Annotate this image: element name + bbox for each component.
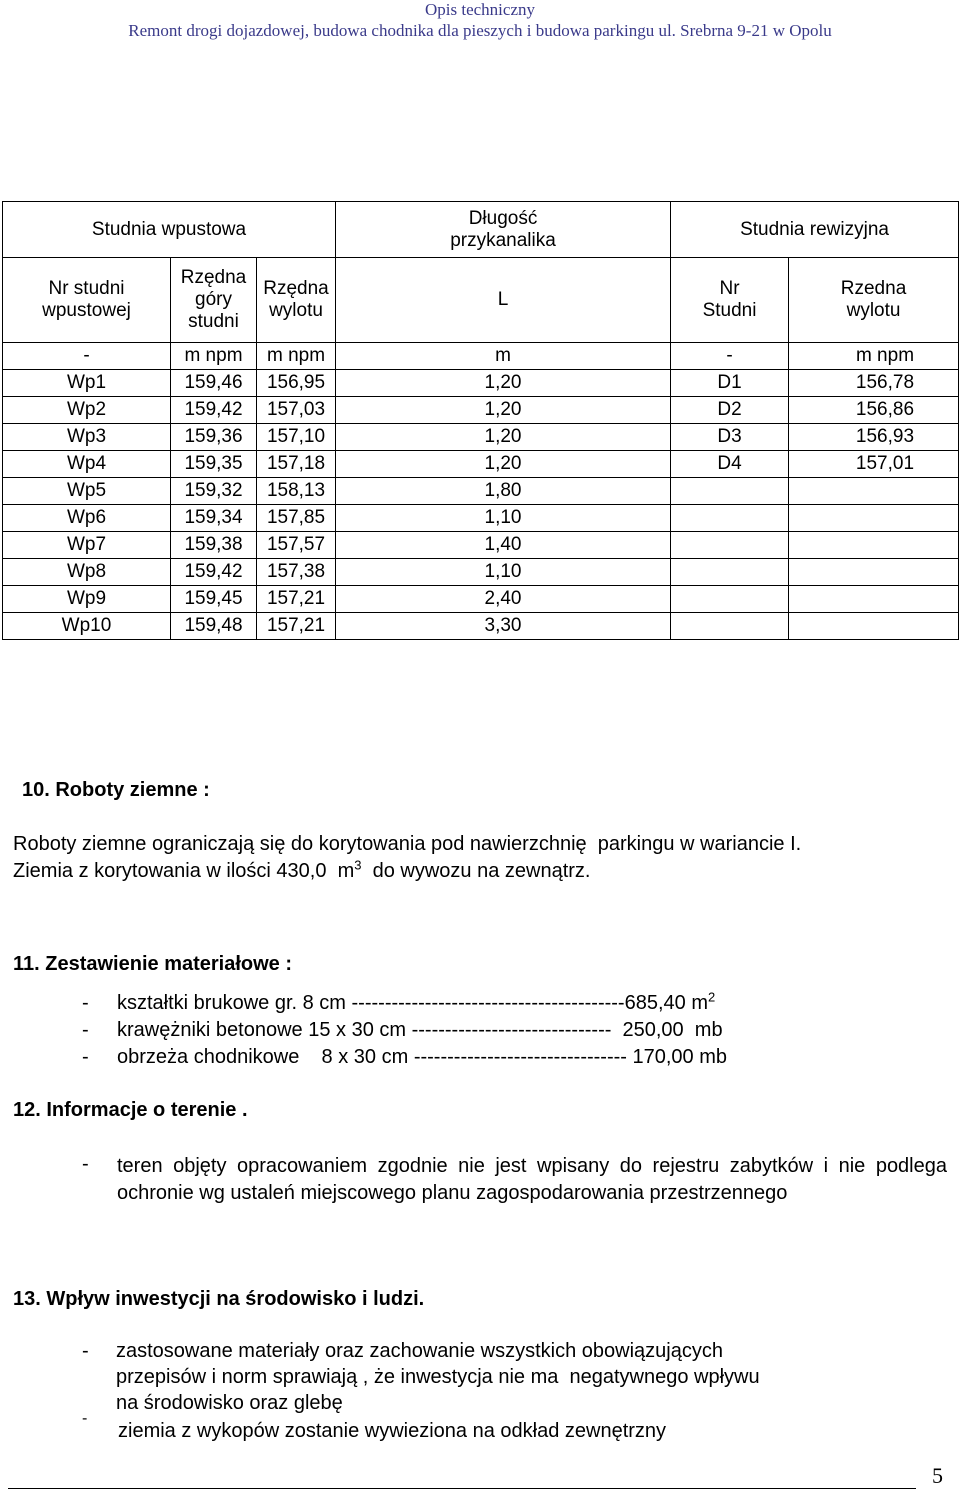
table-row [3,424,959,451]
table-cell: Wp6 [3,505,171,532]
col-header-manhole-nr-line2: Studni [702,300,757,321]
material-item-text: kształtki brukowe gr. 8 cm -----------------------------------------685,40 m [117,992,708,1014]
table-cell: Wp9 [3,586,171,613]
table-row [3,559,959,586]
table-cell [671,559,789,586]
table-cell [671,478,789,505]
col-header-top-line3: studni [188,311,239,332]
table-row [3,613,959,640]
section-10-line1: Roboty ziemne ograniczają się do korytowania pod nawierzchnię parkingu w wariancie I. [13,833,802,855]
table-cell: 158,13 [257,478,336,505]
col-header-manhole-nr [671,258,789,343]
document-header-subtitle: Remont drogi dojazdowej, budowa chodnika dla pieszych i budowa parkingu ul. Srebrna 9-21 w Opolu [128,21,832,40]
table-cell: 159,42 [171,559,257,586]
table-cell: 1,20 [336,370,671,397]
table-body [3,370,959,640]
table-cell: Wp1 [3,370,171,397]
col-header-outlet-level [257,258,336,343]
list-bullet: - [82,1046,89,1068]
col-header-manhole-nr-line1: Nr [719,278,740,299]
table-cell: Wp10 [3,613,171,640]
table-cell: Wp5 [3,478,171,505]
table-cell: 157,01 [789,451,959,478]
table-cell: 157,21 [257,586,336,613]
section-10-line2 [13,857,591,883]
list-bullet: - [82,992,89,1014]
table-cell [789,586,959,613]
table-cell: Wp4 [3,451,171,478]
table-cell: 156,93 [789,424,959,451]
table-cell: 157,57 [257,532,336,559]
table-cell: 157,18 [257,451,336,478]
section-10-heading: 10. Roboty ziemne : [22,779,210,801]
length-header-line1: Długość [468,207,538,229]
unit-cell: m npm [257,343,336,370]
table-cell: 156,78 [789,370,959,397]
table-row [3,397,959,424]
table-cell: 1,10 [336,505,671,532]
table-cell: 159,38 [171,532,257,559]
section-10-line2-text: Ziemia z korytowania w ilości 430,0 m [13,860,355,882]
table-cell [789,559,959,586]
col-header-manhole-outlet-line2: wylotu [846,300,901,321]
table-cell [789,478,959,505]
col-header-manhole-outlet [789,258,959,343]
drainage-table [2,201,959,640]
table-cell: 157,38 [257,559,336,586]
section-12-heading: 12. Informacje o terenie . [13,1099,248,1121]
unit-cell: m npm [789,343,959,370]
inlet-group-header: Studnia wpustowa [3,202,336,258]
table-cell: 1,20 [336,424,671,451]
section-13-item1-line2: przepisów i norm sprawiają , że inwestycja nie ma negatywnego wpływu [116,1366,760,1388]
section-12-text: teren objęty opracowaniem zgodnie nie jest wpisany do rejestru zabytków i nie podlega ochronie wg ustaleń miejscowego planu zagospodarowania przestrzennego [117,1155,947,1204]
length-header-line2: przykanalika [450,229,556,251]
col-header-manhole-outlet-line1: Rzedna [840,278,907,299]
table-cell: Wp2 [3,397,171,424]
section-13-item2: ziemia z wykopów zostanie wywieziona na odkład zewnętrzny [118,1420,667,1442]
list-bullet: - [82,1153,89,1175]
square-superscript: 2 [707,989,716,1005]
material-item [117,989,716,1015]
manhole-group-header: Studnia rewizyjna [671,202,959,258]
material-item: obrzeża chodnikowe 8 x 30 cm -------------------------------- 170,00 mb [117,1046,728,1068]
col-header-length: L [336,258,671,343]
table-units-row [3,343,959,370]
col-header-inlet-nr-line1: Nr studni [48,278,125,299]
table-cell: 157,10 [257,424,336,451]
table-cell: 1,40 [336,532,671,559]
table-cell: 1,10 [336,559,671,586]
table-cell: Wp3 [3,424,171,451]
table-cell [671,586,789,613]
section-11-heading: 11. Zestawienie materiałowe : [13,953,293,975]
unit-cell: - [671,343,789,370]
list-bullet: - [82,1410,88,1427]
col-header-top-level [171,258,257,343]
col-header-inlet-nr-line2: wpustowej [42,300,131,321]
document-header-title: Opis techniczny [425,0,535,19]
page-number: 5 [932,1463,943,1488]
table-cell: D2 [671,397,789,424]
table-cell: Wp7 [3,532,171,559]
table-cell: 1,80 [336,478,671,505]
list-bullet: - [82,1340,89,1362]
section-10-line2-tail: do wywozu na zewnątrz. [361,860,591,882]
table-cell: 3,30 [336,613,671,640]
length-group-header [336,202,671,258]
col-header-top-line2: góry [195,289,232,310]
col-header-outlet-line1: Rzędna [263,278,329,299]
table-cell: 159,48 [171,613,257,640]
section-13-heading: 13. Wpływ inwestycji na środowisko i ludzi. [13,1288,425,1310]
table-row [3,586,959,613]
table-cell [789,532,959,559]
table-row [3,532,959,559]
col-header-inlet-nr [3,258,171,343]
col-header-outlet-line2: wylotu [269,300,323,321]
table-cell: 156,95 [257,370,336,397]
section-13-item1-line1: zastosowane materiały oraz zachowanie wszystkich obowiązujących [116,1340,723,1362]
table-cell: 159,36 [171,424,257,451]
table-cell: Wp8 [3,559,171,586]
table-column-header-row [3,258,959,343]
footer-divider [8,1488,916,1489]
table-cell: D1 [671,370,789,397]
table-cell: 156,86 [789,397,959,424]
table-cell: D4 [671,451,789,478]
table-row [3,451,959,478]
table-cell [789,505,959,532]
table-cell: 159,34 [171,505,257,532]
table-cell: 157,85 [257,505,336,532]
table-cell [671,532,789,559]
material-item: krawężniki betonowe 15 x 30 cm ------------------------------ 250,00 mb [117,1019,723,1041]
table-cell [671,505,789,532]
table-cell: D3 [671,424,789,451]
unit-cell: m npm [171,343,257,370]
table-cell: 159,35 [171,451,257,478]
table-cell: 159,46 [171,370,257,397]
table-row [3,478,959,505]
table-cell: 2,40 [336,586,671,613]
table-cell [671,613,789,640]
table-row [3,370,959,397]
unit-cell: m [336,343,671,370]
section-13-item1-line3: na środowisko oraz glebę [116,1392,343,1414]
table-cell: 159,32 [171,478,257,505]
unit-cell: - [3,343,171,370]
table-cell: 157,21 [257,613,336,640]
table-cell: 1,20 [336,397,671,424]
table-cell: 157,03 [257,397,336,424]
table-cell: 159,42 [171,397,257,424]
table-row [3,505,959,532]
col-header-top-line1: Rzędna [180,267,247,288]
cubic-superscript: 3 [354,857,362,873]
table-cell: 159,45 [171,586,257,613]
table-cell [789,613,959,640]
table-group-header-row [3,202,959,258]
list-bullet: - [82,1019,89,1041]
table-cell: 1,20 [336,451,671,478]
